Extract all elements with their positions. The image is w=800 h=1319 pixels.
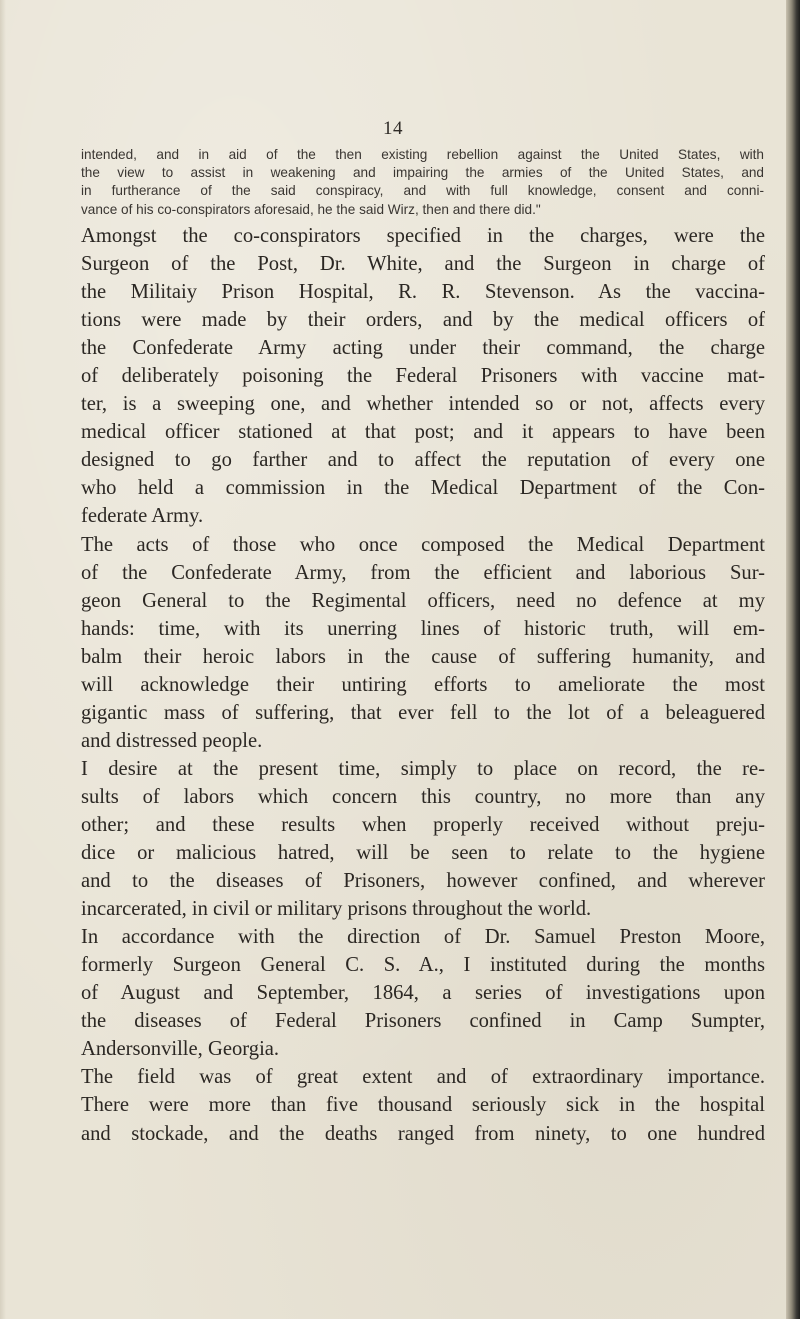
- body-line: the Confederate Army acting under their command, the charge: [81, 337, 765, 360]
- quote-line: in furtherance of the said conspiracy, and with full knowledge, consent and conni-: [81, 183, 764, 199]
- body-line: who held a commission in the Medical Department of the Con-: [81, 477, 765, 500]
- body-line: other; and these results when properly received without preju-: [81, 813, 765, 836]
- body-line: federate Army.: [81, 505, 204, 528]
- quote-line: intended, and in aid of the then existing rebellion against the United States, with: [81, 147, 764, 162]
- body-line: designed to go farther and to affect the reputation of every one: [81, 449, 765, 472]
- body-line: sults of labors which concern this country, no more than any: [81, 785, 765, 808]
- body-line: balm their heroic labors in the cause of suffering humanity, and: [81, 645, 765, 668]
- body-line: hands: time, with its unerring lines of historic truth, will em-: [81, 617, 765, 640]
- body-line: of deliberately poisoning the Federal Prisoners with vaccine mat-: [81, 365, 765, 388]
- body-line: incarcerated, in civil or military prisons throughout the world.: [81, 898, 592, 921]
- body-line: geon General to the Regimental officers, need no defence at my: [81, 589, 765, 612]
- page-number: 14: [383, 118, 403, 139]
- body-line: medical officer stationed at that post; and it appears to have been: [81, 421, 765, 444]
- body-line: Amongst the co-conspirators specified in the charges, were the: [81, 225, 765, 247]
- body-line: the Militaiy Prison Hospital, R. R. Stevenson. As the vaccina-: [81, 281, 765, 304]
- body-line: of August and September, 1864, a series of investigations upon: [81, 982, 765, 1005]
- body-line: will acknowledge their untiring efforts to ameliorate the most: [81, 673, 765, 696]
- body-line: gigantic mass of suffering, that ever fell to the lot of a beleaguered: [81, 701, 765, 724]
- body-line: formerly Surgeon General C. S. A., I instituted during the months: [81, 954, 765, 977]
- body-line: and distressed people.: [81, 729, 263, 752]
- body-line: and stockade, and the deaths ranged from ninety, to one hundred: [81, 1122, 765, 1145]
- page-binding-edge: [786, 0, 800, 1319]
- body-line: and to the diseases of Prisoners, however confined, and wherever: [81, 870, 765, 893]
- body-line: Andersonville, Georgia.: [81, 1038, 280, 1061]
- body-line: In accordance with the direction of Dr. Samuel Preston Moore,: [81, 926, 765, 949]
- quote-line: vance of his co-conspirators aforesaid, he the said Wirz, then and there did.": [81, 201, 541, 217]
- quote-line: the view to assist in weakening and impairing the armies of the United States, and: [81, 165, 764, 181]
- body-line: the diseases of Federal Prisoners confined in Camp Sumpter,: [81, 1010, 765, 1033]
- body-line: There were more than five thousand seriously sick in the hospital: [81, 1094, 765, 1117]
- body-line: tions were made by their orders, and by the medical officers of: [81, 309, 765, 332]
- body-line: dice or malicious hatred, will be seen to relate to the hygiene: [81, 842, 765, 865]
- body-line: The field was of great extent and of extraordinary importance.: [81, 1066, 765, 1089]
- body-line: I desire at the present time, simply to place on record, the re-: [81, 757, 765, 780]
- body-text: [81, 222, 765, 1148]
- body-line: Surgeon of the Post, Dr. White, and the Surgeon in charge of: [81, 253, 765, 276]
- page-left-edge: [0, 0, 6, 1319]
- body-line: of the Confederate Army, from the efficient and laborious Sur-: [81, 561, 765, 584]
- body-line: ter, is a sweeping one, and whether intended so or not, affects every: [81, 393, 765, 416]
- quoted-charge-paragraph: [81, 146, 764, 219]
- body-line: The acts of those who once composed the Medical Department: [81, 533, 765, 556]
